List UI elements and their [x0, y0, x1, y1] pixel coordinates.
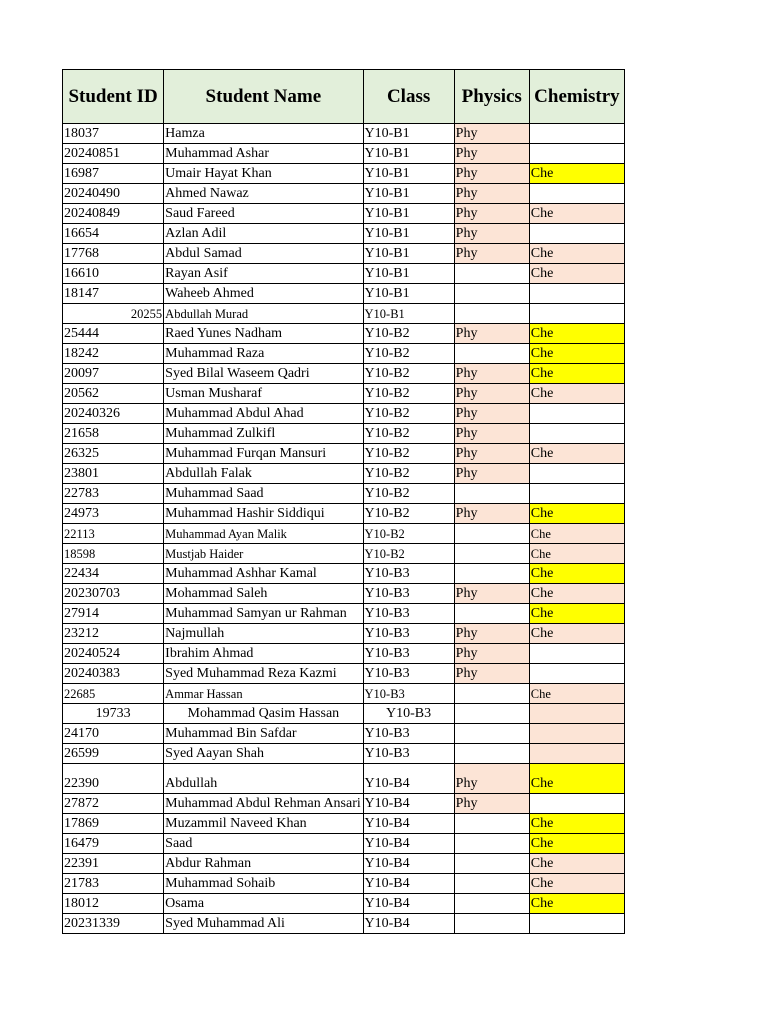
- table-row: [63, 204, 625, 224]
- cell-student-id[interactable]: 18037: [63, 124, 164, 144]
- cell-class[interactable]: Y10-B2: [363, 364, 454, 384]
- cell-class[interactable]: Y10-B2: [363, 484, 454, 504]
- header-student-id[interactable]: Student ID: [63, 70, 164, 124]
- table-row: [63, 504, 625, 524]
- cell-student-id[interactable]: 18242: [63, 344, 164, 364]
- cell-physics[interactable]: [454, 914, 529, 934]
- cell-physics[interactable]: Phy: [454, 644, 529, 664]
- cell-student-id[interactable]: 27914: [63, 604, 164, 624]
- cell-physics[interactable]: Phy: [454, 464, 529, 484]
- table-row: [63, 854, 625, 874]
- table-row: [63, 484, 625, 504]
- cell-class[interactable]: Y10-B2: [363, 464, 454, 484]
- cell-physics[interactable]: [454, 564, 529, 584]
- cell-student-name[interactable]: Abdullah Falak: [164, 464, 363, 484]
- cell-student-id[interactable]: 20240383: [63, 664, 164, 684]
- cell-chemistry[interactable]: [529, 724, 624, 744]
- cell-student-name[interactable]: Syed Muhammad Reza Kazmi: [164, 664, 363, 684]
- cell-class[interactable]: Y10-B4: [363, 854, 454, 874]
- cell-student-name[interactable]: Muhammad Ayan Malik: [164, 524, 363, 544]
- cell-physics[interactable]: [454, 814, 529, 834]
- cell-student-id[interactable]: 20255: [63, 304, 164, 324]
- cell-class[interactable]: Y10-B2: [363, 424, 454, 444]
- cell-chemistry[interactable]: Che: [529, 814, 624, 834]
- cell-physics[interactable]: [454, 834, 529, 854]
- table-row: [63, 144, 625, 164]
- table-row: [63, 524, 625, 544]
- cell-chemistry[interactable]: Che: [529, 524, 624, 544]
- cell-student-name[interactable]: Waheeb Ahmed: [164, 284, 363, 304]
- cell-chemistry[interactable]: [529, 914, 624, 934]
- cell-chemistry[interactable]: Che: [529, 624, 624, 644]
- cell-student-name[interactable]: Azlan Adil: [164, 224, 363, 244]
- cell-class[interactable]: Y10-B1: [363, 204, 454, 224]
- cell-chemistry[interactable]: Che: [529, 384, 624, 404]
- cell-physics[interactable]: [454, 854, 529, 874]
- cell-chemistry[interactable]: Che: [529, 584, 624, 604]
- cell-chemistry[interactable]: [529, 284, 624, 304]
- cell-chemistry[interactable]: Che: [529, 894, 624, 914]
- cell-chemistry[interactable]: [529, 144, 624, 164]
- cell-chemistry[interactable]: [529, 644, 624, 664]
- cell-student-name[interactable]: Muhammad Raza: [164, 344, 363, 364]
- cell-student-name[interactable]: Ibrahim Ahmad: [164, 644, 363, 664]
- cell-student-id[interactable]: 18012: [63, 894, 164, 914]
- cell-class[interactable]: Y10-B2: [363, 444, 454, 464]
- cell-class[interactable]: Y10-B2: [363, 344, 454, 364]
- cell-chemistry[interactable]: Che: [529, 324, 624, 344]
- cell-student-name[interactable]: Osama: [164, 894, 363, 914]
- cell-chemistry[interactable]: Che: [529, 264, 624, 284]
- cell-class[interactable]: Y10-B4: [363, 834, 454, 854]
- cell-class[interactable]: Y10-B1: [363, 224, 454, 244]
- table-row: [63, 664, 625, 684]
- cell-student-name[interactable]: Saad: [164, 834, 363, 854]
- table-row: [63, 124, 625, 144]
- cell-chemistry[interactable]: Che: [529, 854, 624, 874]
- cell-chemistry[interactable]: [529, 224, 624, 244]
- table-row: [63, 724, 625, 744]
- cell-physics[interactable]: Phy: [454, 224, 529, 244]
- cell-class[interactable]: Y10-B3: [363, 584, 454, 604]
- cell-class[interactable]: Y10-B4: [363, 814, 454, 834]
- cell-student-name[interactable]: Syed Aayan Shah: [164, 744, 363, 764]
- table-row: [63, 644, 625, 664]
- cell-class[interactable]: Y10-B1: [363, 304, 454, 324]
- cell-student-name[interactable]: Muhammad Abdul Ahad: [164, 404, 363, 424]
- cell-chemistry[interactable]: Che: [529, 764, 624, 794]
- table-row: [63, 684, 625, 704]
- cell-physics[interactable]: [454, 684, 529, 704]
- table-row: [63, 244, 625, 264]
- table-row: [63, 604, 625, 624]
- table-row: [63, 744, 625, 764]
- cell-student-name[interactable]: Muzammil Naveed Khan: [164, 814, 363, 834]
- cell-student-name[interactable]: Muhammad Ashhar Kamal: [164, 564, 363, 584]
- cell-student-id[interactable]: 26325: [63, 444, 164, 464]
- cell-student-id[interactable]: 18598: [63, 544, 164, 564]
- cell-class[interactable]: Y10-B4: [363, 764, 454, 794]
- cell-student-id[interactable]: 21783: [63, 874, 164, 894]
- cell-student-name[interactable]: Hamza: [164, 124, 363, 144]
- cell-physics[interactable]: [454, 544, 529, 564]
- cell-physics[interactable]: [454, 704, 529, 724]
- cell-student-name[interactable]: Abdul Samad: [164, 244, 363, 264]
- cell-student-name[interactable]: Abdullah Murad: [164, 304, 363, 324]
- table-row: [63, 814, 625, 834]
- table-row: [63, 284, 625, 304]
- table-row: [63, 324, 625, 344]
- table-row: [63, 444, 625, 464]
- cell-chemistry[interactable]: Che: [529, 564, 624, 584]
- cell-class[interactable]: Y10-B1: [363, 164, 454, 184]
- table-row: [63, 304, 625, 324]
- table-row: [63, 424, 625, 444]
- cell-student-id[interactable]: 20240490: [63, 184, 164, 204]
- cell-class[interactable]: Y10-B1: [363, 244, 454, 264]
- cell-class[interactable]: Y10-B3: [363, 684, 454, 704]
- cell-student-id[interactable]: 22783: [63, 484, 164, 504]
- cell-physics[interactable]: Phy: [454, 664, 529, 684]
- cell-student-id[interactable]: 20240524: [63, 644, 164, 664]
- student-table: [62, 69, 625, 934]
- cell-student-name[interactable]: Umair Hayat Khan: [164, 164, 363, 184]
- cell-physics[interactable]: [454, 344, 529, 364]
- cell-physics[interactable]: Phy: [454, 144, 529, 164]
- cell-chemistry[interactable]: [529, 664, 624, 684]
- cell-physics[interactable]: Phy: [454, 444, 529, 464]
- cell-student-name[interactable]: Ammar Hassan: [164, 684, 363, 704]
- cell-physics[interactable]: Phy: [454, 424, 529, 444]
- cell-student-name[interactable]: Muhammad Abdul Rehman Ansari: [164, 794, 363, 814]
- table-row: [63, 764, 625, 794]
- cell-physics[interactable]: Phy: [454, 364, 529, 384]
- table-row: [63, 404, 625, 424]
- cell-class[interactable]: Y10-B4: [363, 894, 454, 914]
- cell-class[interactable]: Y10-B1: [363, 124, 454, 144]
- cell-physics[interactable]: Phy: [454, 324, 529, 344]
- cell-student-id[interactable]: 22113: [63, 524, 164, 544]
- cell-student-name[interactable]: Abdullah: [164, 764, 363, 794]
- table-row: [63, 624, 625, 644]
- cell-student-id[interactable]: 16654: [63, 224, 164, 244]
- cell-physics[interactable]: Phy: [454, 244, 529, 264]
- cell-student-name[interactable]: Saud Fareed: [164, 204, 363, 224]
- cell-chemistry[interactable]: Che: [529, 544, 624, 564]
- cell-class[interactable]: Y10-B3: [363, 664, 454, 684]
- cell-student-name[interactable]: Ahmed Nawaz: [164, 184, 363, 204]
- cell-physics[interactable]: Phy: [454, 404, 529, 424]
- cell-student-name[interactable]: Mustjab Haider: [164, 544, 363, 564]
- cell-class[interactable]: Y10-B1: [363, 184, 454, 204]
- cell-physics[interactable]: [454, 724, 529, 744]
- cell-class[interactable]: Y10-B2: [363, 504, 454, 524]
- cell-class[interactable]: Y10-B4: [363, 794, 454, 814]
- cell-student-id[interactable]: 20240326: [63, 404, 164, 424]
- cell-physics[interactable]: [454, 264, 529, 284]
- table-row: [63, 704, 625, 724]
- cell-class[interactable]: Y10-B3: [363, 624, 454, 644]
- cell-physics[interactable]: Phy: [454, 794, 529, 814]
- cell-class[interactable]: Y10-B2: [363, 324, 454, 344]
- cell-student-id[interactable]: 20562: [63, 384, 164, 404]
- cell-student-name[interactable]: Muhammad Zulkifl: [164, 424, 363, 444]
- cell-student-id[interactable]: 22390: [63, 764, 164, 794]
- cell-chemistry[interactable]: Che: [529, 364, 624, 384]
- cell-student-id[interactable]: 18147: [63, 284, 164, 304]
- cell-student-id[interactable]: 17768: [63, 244, 164, 264]
- table-row: [63, 184, 625, 204]
- cell-chemistry[interactable]: [529, 184, 624, 204]
- cell-student-id[interactable]: 20097: [63, 364, 164, 384]
- cell-student-name[interactable]: Mohammad Saleh: [164, 584, 363, 604]
- cell-class[interactable]: Y10-B1: [363, 264, 454, 284]
- cell-physics[interactable]: Phy: [454, 124, 529, 144]
- cell-chemistry[interactable]: [529, 404, 624, 424]
- cell-student-id[interactable]: 23801: [63, 464, 164, 484]
- cell-student-id[interactable]: 17869: [63, 814, 164, 834]
- cell-chemistry[interactable]: Che: [529, 874, 624, 894]
- cell-physics[interactable]: Phy: [454, 504, 529, 524]
- cell-chemistry[interactable]: [529, 794, 624, 814]
- cell-physics[interactable]: [454, 284, 529, 304]
- cell-physics[interactable]: Phy: [454, 584, 529, 604]
- cell-class[interactable]: Y10-B2: [363, 544, 454, 564]
- table-body: [63, 124, 625, 934]
- cell-class[interactable]: Y10-B1: [363, 144, 454, 164]
- cell-class[interactable]: Y10-B2: [363, 404, 454, 424]
- cell-class[interactable]: Y10-B3: [363, 704, 454, 724]
- cell-physics[interactable]: [454, 304, 529, 324]
- table-row: [63, 794, 625, 814]
- cell-student-id[interactable]: 20240851: [63, 144, 164, 164]
- table-row: [63, 344, 625, 364]
- cell-chemistry[interactable]: [529, 124, 624, 144]
- cell-student-id[interactable]: 24973: [63, 504, 164, 524]
- cell-student-name[interactable]: Muhammad Hashir Siddiqui: [164, 504, 363, 524]
- cell-student-id[interactable]: 16987: [63, 164, 164, 184]
- cell-student-id[interactable]: 21658: [63, 424, 164, 444]
- cell-student-id[interactable]: 22685: [63, 684, 164, 704]
- cell-chemistry[interactable]: Che: [529, 834, 624, 854]
- cell-student-id[interactable]: 20240849: [63, 204, 164, 224]
- cell-physics[interactable]: Phy: [454, 624, 529, 644]
- cell-class[interactable]: Y10-B2: [363, 384, 454, 404]
- table-row: [63, 914, 625, 934]
- cell-student-id[interactable]: 16479: [63, 834, 164, 854]
- table-row: [63, 364, 625, 384]
- cell-physics[interactable]: Phy: [454, 184, 529, 204]
- cell-chemistry[interactable]: [529, 704, 624, 724]
- cell-student-name[interactable]: Muhammad Ashar: [164, 144, 363, 164]
- cell-class[interactable]: Y10-B3: [363, 724, 454, 744]
- cell-student-id[interactable]: 20231339: [63, 914, 164, 934]
- cell-chemistry[interactable]: Che: [529, 604, 624, 624]
- cell-class[interactable]: Y10-B3: [363, 564, 454, 584]
- cell-physics[interactable]: [454, 874, 529, 894]
- table-row: [63, 164, 625, 184]
- cell-student-name[interactable]: Muhammad Sohaib: [164, 874, 363, 894]
- header-physics[interactable]: Physics: [454, 70, 529, 124]
- table-row: [63, 384, 625, 404]
- cell-student-name[interactable]: Rayan Asif: [164, 264, 363, 284]
- cell-chemistry[interactable]: [529, 484, 624, 504]
- cell-student-name[interactable]: Usman Musharaf: [164, 384, 363, 404]
- cell-student-name[interactable]: Muhammad Bin Safdar: [164, 724, 363, 744]
- cell-student-name[interactable]: Raed Yunes Nadham: [164, 324, 363, 344]
- cell-chemistry[interactable]: Che: [529, 164, 624, 184]
- cell-chemistry[interactable]: Che: [529, 504, 624, 524]
- cell-chemistry[interactable]: [529, 424, 624, 444]
- cell-student-name[interactable]: Muhammad Saad: [164, 484, 363, 504]
- cell-physics[interactable]: Phy: [454, 164, 529, 184]
- cell-student-id[interactable]: 23212: [63, 624, 164, 644]
- cell-student-id[interactable]: 26599: [63, 744, 164, 764]
- table-row: [63, 584, 625, 604]
- cell-chemistry[interactable]: Che: [529, 344, 624, 364]
- table-row: [63, 564, 625, 584]
- header-row: [63, 70, 625, 124]
- table-row: [63, 224, 625, 244]
- table-row: [63, 464, 625, 484]
- cell-student-name[interactable]: Muhammad Furqan Mansuri: [164, 444, 363, 464]
- cell-physics[interactable]: Phy: [454, 764, 529, 794]
- cell-class[interactable]: Y10-B3: [363, 604, 454, 624]
- cell-physics[interactable]: Phy: [454, 384, 529, 404]
- table-row: [63, 834, 625, 854]
- table-row: [63, 874, 625, 894]
- cell-physics[interactable]: Phy: [454, 204, 529, 224]
- cell-student-id[interactable]: 20230703: [63, 584, 164, 604]
- cell-chemistry[interactable]: [529, 744, 624, 764]
- cell-class[interactable]: Y10-B3: [363, 744, 454, 764]
- cell-physics[interactable]: [454, 744, 529, 764]
- cell-student-id[interactable]: 16610: [63, 264, 164, 284]
- cell-student-id[interactable]: 25444: [63, 324, 164, 344]
- cell-student-name[interactable]: Najmullah: [164, 624, 363, 644]
- cell-physics[interactable]: [454, 604, 529, 624]
- header-student-name[interactable]: Student Name: [164, 70, 363, 124]
- cell-class[interactable]: Y10-B3: [363, 644, 454, 664]
- cell-chemistry[interactable]: Che: [529, 444, 624, 464]
- cell-student-name[interactable]: Muhammad Samyan ur Rahman: [164, 604, 363, 624]
- cell-chemistry[interactable]: Che: [529, 204, 624, 224]
- header-class[interactable]: Class: [363, 70, 454, 124]
- cell-chemistry[interactable]: [529, 304, 624, 324]
- cell-student-name[interactable]: Syed Muhammad Ali: [164, 914, 363, 934]
- cell-physics[interactable]: [454, 894, 529, 914]
- cell-class[interactable]: Y10-B4: [363, 874, 454, 894]
- cell-chemistry[interactable]: [529, 464, 624, 484]
- cell-student-name[interactable]: Abdur Rahman: [164, 854, 363, 874]
- cell-class[interactable]: Y10-B4: [363, 914, 454, 934]
- cell-chemistry[interactable]: Che: [529, 684, 624, 704]
- table-row: [63, 544, 625, 564]
- cell-student-id[interactable]: 22434: [63, 564, 164, 584]
- header-chemistry[interactable]: Chemistry: [529, 70, 624, 124]
- cell-physics[interactable]: [454, 524, 529, 544]
- cell-student-name[interactable]: Syed Bilal Waseem Qadri: [164, 364, 363, 384]
- cell-chemistry[interactable]: Che: [529, 244, 624, 264]
- cell-student-id[interactable]: 27872: [63, 794, 164, 814]
- cell-physics[interactable]: [454, 484, 529, 504]
- cell-student-name[interactable]: Mohammad Qasim Hassan: [164, 704, 363, 724]
- cell-student-id[interactable]: 22391: [63, 854, 164, 874]
- cell-class[interactable]: Y10-B2: [363, 524, 454, 544]
- cell-student-id[interactable]: 19733: [63, 704, 164, 724]
- cell-class[interactable]: Y10-B1: [363, 284, 454, 304]
- table-row: [63, 894, 625, 914]
- cell-student-id[interactable]: 24170: [63, 724, 164, 744]
- table-row: [63, 264, 625, 284]
